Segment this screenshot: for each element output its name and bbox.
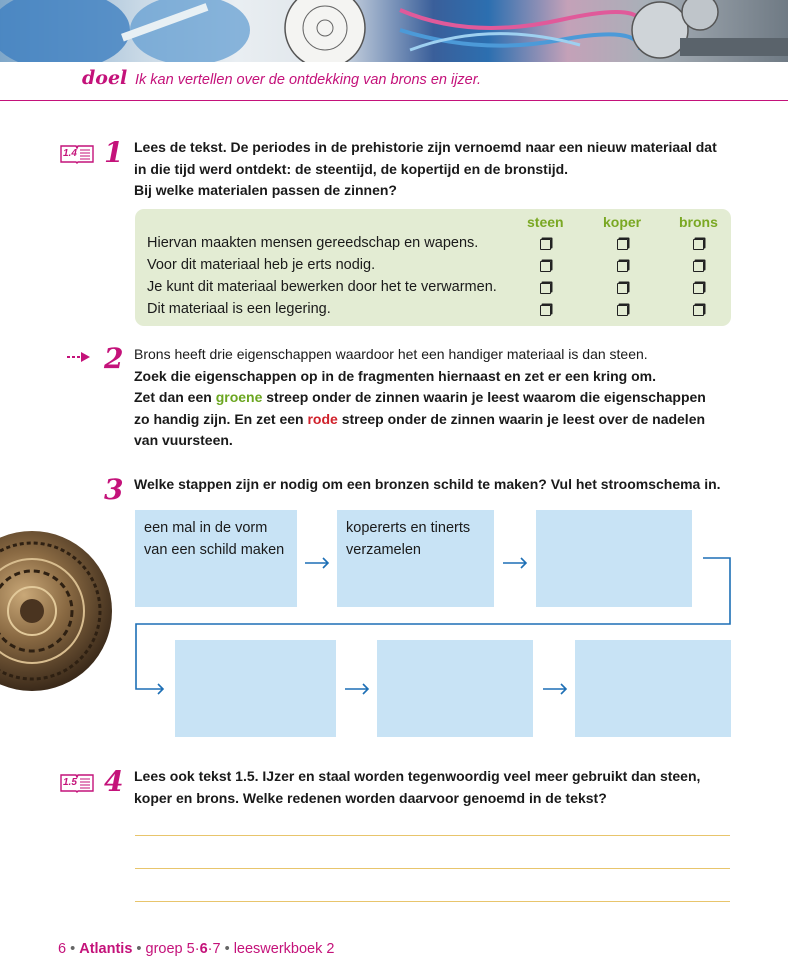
question-4-text — [134, 766, 734, 809]
book-reference-label: 1.4 — [63, 148, 77, 159]
question-line: van vuursteen. — [134, 432, 233, 448]
column-header-steen: steen — [527, 214, 564, 230]
column-header-koper: koper — [603, 214, 642, 230]
answer-line[interactable] — [135, 901, 730, 902]
text-fragment: streep onder de zinnen waarin je leest over de nadelen — [337, 410, 706, 427]
flow-step-text: kopererts en tinerts verzamelen — [346, 520, 471, 558]
group-label: groep 5·6·7 — [145, 941, 221, 957]
group-current: 6 — [199, 941, 208, 957]
table-row-label: Hiervan maakten mensen gereedschap en wapens. — [147, 235, 479, 251]
text-fragment: streep onder de zinnen waarin je leest waarom die eigenschappen — [262, 389, 706, 405]
answer-line[interactable] — [135, 868, 730, 869]
group-post: 7 — [212, 941, 221, 957]
table-row-label: Voor dit materiaal heb je erts nodig. — [147, 257, 376, 273]
question-line: Lees ook tekst 1.5. IJzer en staal worden tegenwoordig veel meer gebruikt dan steen, — [134, 768, 701, 784]
question-line: Brons heeft drie eigenschappen waardoor het een handiger materiaal is dan steen. — [134, 346, 648, 362]
answer-line[interactable] — [135, 835, 730, 836]
book-title: Atlantis — [79, 941, 133, 957]
text-fragment: zo handig zijn. En zet een — [134, 410, 308, 427]
flow-arrow-icon — [345, 684, 368, 694]
question-line: in die tijd werd ontdekt: de steentijd, de kopertijd en de bronstijd. — [134, 160, 569, 177]
question-line: koper en brons. Welke redenen worden daarvoor genoemd in de tekst? — [134, 789, 607, 806]
page-number: 6 — [58, 941, 67, 957]
table-row-label: Je kunt dit materiaal bewerken door het te verwarmen. — [147, 279, 497, 295]
workbook-label: leeswerkboek 2 — [233, 941, 335, 957]
page-footer: 6 • Atlantis • groep 5·6·7 • leeswerkboek 2 — [58, 941, 335, 957]
column-header-brons: brons — [679, 214, 718, 230]
flow-step-text: een mal in de vorm van een schild maken — [144, 520, 285, 558]
goal-text: Ik kan vertellen over de ontdekking van brons en ijzer. — [135, 72, 482, 88]
flow-arrow-icon — [543, 684, 566, 694]
question-number: 4 — [104, 765, 124, 798]
flow-return-arrow-icon — [136, 558, 730, 694]
question-number: 3 — [104, 473, 124, 506]
goal-tag: doel — [82, 67, 128, 89]
flow-arrow-icon — [305, 558, 328, 568]
highlight-red: rode — [307, 410, 338, 427]
question-line: Bij welke materialen passen de zinnen? — [134, 182, 397, 198]
question-number: 2 — [104, 342, 124, 375]
question-3-text: Welke stappen zijn er nodig om een bronzen schild te maken? Vul het stroomschema in. — [134, 476, 721, 492]
question-line: Lees de tekst. De periodes in de prehistorie zijn vernoemd naar een nieuw materiaal dat — [134, 139, 717, 155]
question-number: 1 — [104, 136, 124, 169]
highlight-green: groene — [215, 389, 263, 405]
table-row-label: Dit materiaal is een legering. — [147, 301, 331, 317]
question-line: Zoek die eigenschappen op in de fragmenten hiernaast en zet er een kring om. — [134, 367, 657, 384]
flow-arrow-icon — [503, 558, 526, 568]
group-pre: groep 5 — [145, 941, 195, 957]
book-reference-label: 1.5 — [63, 777, 77, 788]
text-fragment: Zet dan een — [134, 389, 216, 405]
